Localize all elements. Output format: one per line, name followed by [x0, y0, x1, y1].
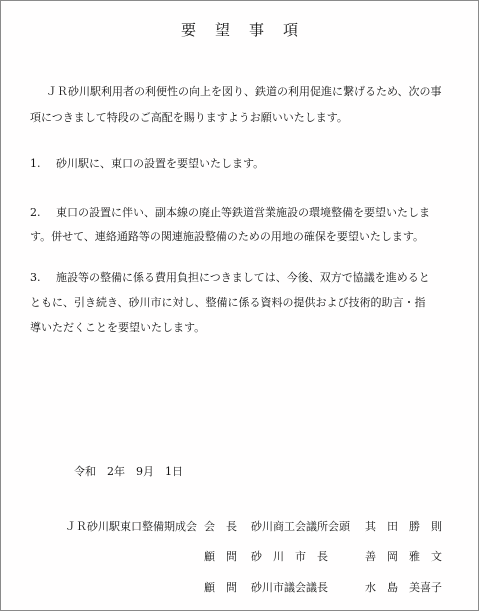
- signatory-2-name: 善 岡 雅 文: [365, 550, 442, 563]
- item-1-line-1: 砂川駅に、東口の設置を要望いたします。: [56, 157, 265, 170]
- signatory-organization: ＪＲ砂川駅東口整備期成会: [65, 520, 197, 533]
- item-1-number: 1.: [30, 157, 41, 170]
- item-3-line-3: 導いただくことを要望いたします。: [30, 321, 206, 334]
- item-2-line-2: す。併せて、連絡通路等の関連施設整備のための用地の確保を要望いたします。: [30, 230, 425, 243]
- signatory-1-affiliation: 砂川商工会議所会頭: [251, 520, 350, 533]
- item-3: [30, 271, 430, 285]
- document-date: 令和 2年 9月 1日: [74, 465, 183, 478]
- item-3-line-1: 施設等の整備に係る費用負担につきましては、今後、双方で協議を進めると: [56, 271, 430, 284]
- item-2-line-1: 東口の設置に伴い、副本線の廃止等鉄道営業施設の環境整備を要望いたしま: [56, 206, 430, 219]
- item-3-number: 3.: [30, 271, 41, 284]
- signatory-1-role: 会 長: [204, 520, 237, 533]
- intro-line-2: 項につきまして特段のご高配を賜りますようお願いいたします。: [30, 111, 348, 124]
- item-2: [30, 206, 430, 220]
- item-3-line-2: ともに、引き続き、砂川市に対し、整備に係る資料の提供および技術的助言・指: [30, 296, 426, 309]
- signatory-1-name: 其 田 勝 則: [365, 520, 442, 533]
- intro-line-1: ＪＲ砂川駅利用者の利便性の向上を図り、鉄道の利用促進に繋げるため、次の事: [46, 85, 442, 98]
- signatory-3-role: 顧 問: [204, 581, 237, 594]
- item-1: [30, 157, 264, 171]
- signatory-3-name: 水 島 美喜子: [365, 581, 442, 594]
- document-title: 要望事項: [180, 21, 317, 39]
- signatory-2-affiliation: 砂 川 市 長: [251, 550, 328, 563]
- signatory-2-role: 顧 問: [204, 550, 237, 563]
- item-2-number: 2.: [30, 206, 41, 219]
- signatory-3-affiliation: 砂川市議会議長: [251, 581, 328, 594]
